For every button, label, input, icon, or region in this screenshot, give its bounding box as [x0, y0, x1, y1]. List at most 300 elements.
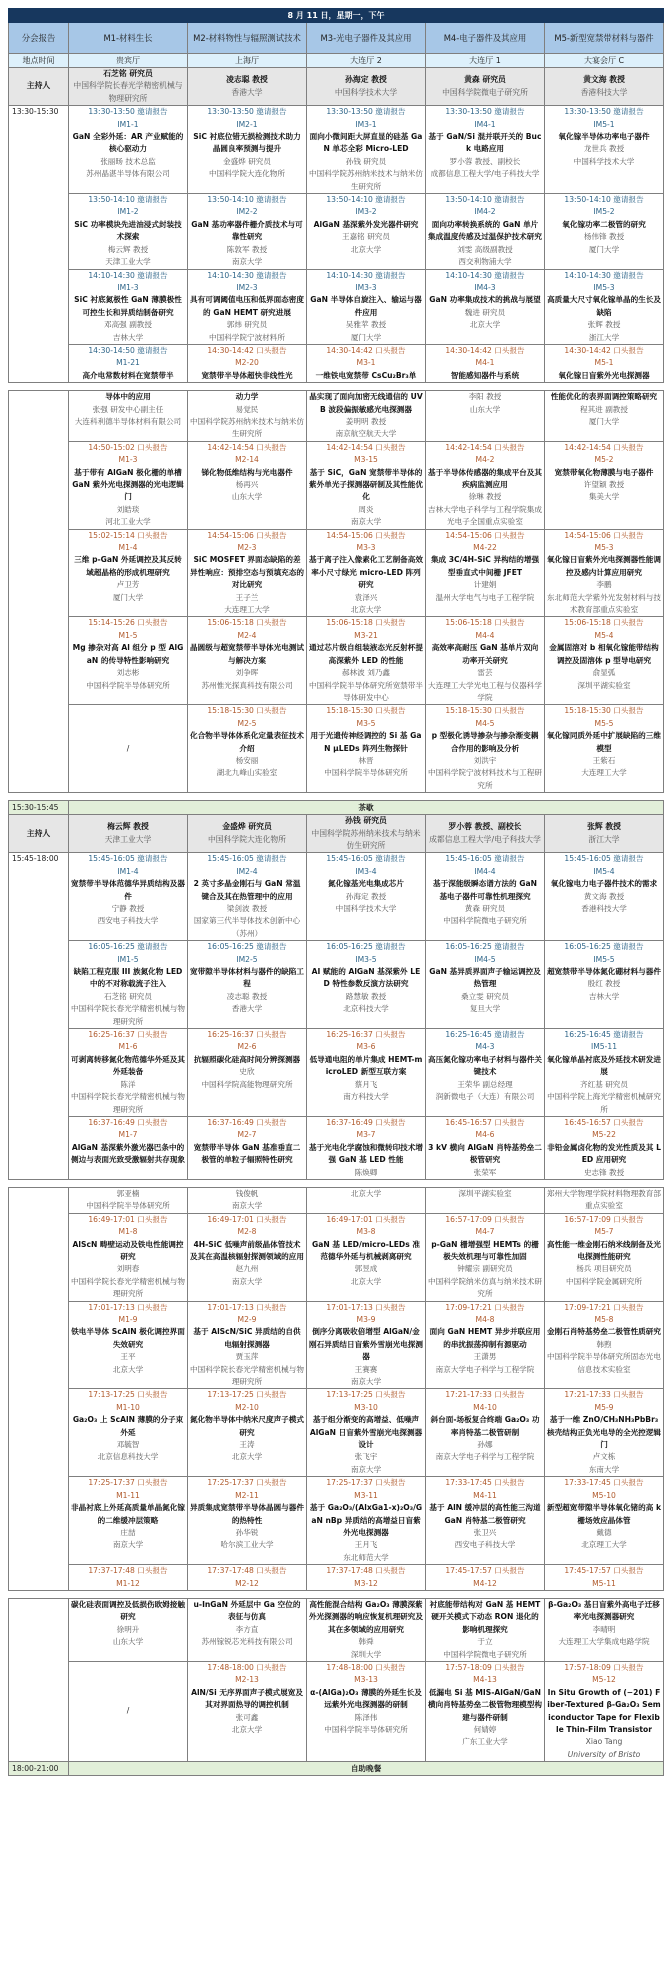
talk-time: 15:18-15:30 口头报告: [326, 706, 406, 716]
talk-cell[interactable]: [188, 441, 307, 529]
talk-time: 13:30-13:50 邀请报告: [445, 107, 525, 117]
talk-time: 17:13-17:25 口头报告: [207, 1390, 287, 1400]
talk-cell[interactable]: [188, 1565, 307, 1591]
talk-speaker: 陈泽伟: [354, 1712, 378, 1722]
dinner-row-label: [69, 1762, 664, 1776]
talk-title: 宽禁带氧化物薄膜与电子器件: [554, 467, 654, 477]
talk-speaker: 杨兵 项目研究员: [576, 1264, 632, 1274]
talk-affiliation: 南京大学电子科学与工程学院: [435, 1452, 535, 1462]
talk-time: 17:48-18:00 口头报告: [207, 1662, 287, 1672]
talk-cell[interactable]: [426, 1187, 545, 1213]
talk-cell[interactable]: [426, 529, 545, 617]
session-header-label: [9, 23, 69, 54]
talk-affiliation: 中国科学院纳米仿真与纳米技术研究所: [428, 1276, 542, 1299]
talk-cell[interactable]: [545, 1187, 664, 1213]
talk-cell[interactable]: [426, 1116, 545, 1179]
talk-speaker: 陈焕卿: [354, 1167, 378, 1177]
talk-cell[interactable]: [188, 1301, 307, 1389]
talk-affiliation: 中国科学技术大学: [335, 904, 397, 913]
talk-speaker: 李晴明: [592, 1624, 616, 1634]
host-cell: [307, 815, 426, 853]
talk-affiliation: 中国科学院半导体研究所: [324, 1725, 408, 1734]
talk-speaker: 姜明明 教授: [345, 416, 387, 426]
talk-affiliation: 北京大学: [231, 1452, 263, 1462]
talk-code: M3-15: [354, 455, 378, 465]
talk-time: 17:37-17:48 口头报告: [88, 1566, 168, 1576]
talk-code: M4-11: [473, 1490, 497, 1500]
talk-cell[interactable]: [426, 344, 545, 382]
session-row: [9, 1661, 664, 1761]
talk-cell[interactable]: [426, 269, 545, 344]
talk-affiliation: 国家第三代半导体技术创新中心（苏州）: [193, 916, 301, 938]
talk-cell[interactable]: [188, 1029, 307, 1117]
session-header-m3: [307, 23, 426, 54]
empty-slot-mark: /: [126, 743, 130, 753]
time-slot-label: [9, 853, 69, 1180]
talk-code: M4-3: [475, 1042, 495, 1052]
talk-title: 金属固溶对 b 相氧化镓能带结构调控及固溶体 p 型导电研究: [549, 643, 659, 665]
talk-cell[interactable]: [69, 705, 188, 793]
talk-affiliation: 北京理工大学: [581, 1540, 627, 1550]
dinner-row: [9, 1762, 664, 1776]
talk-affiliation: 西安电子科技大学: [97, 916, 159, 926]
talk-code: M1-5: [118, 630, 138, 640]
talk-speaker: 张飞宇: [354, 1452, 378, 1462]
talk-cell[interactable]: [426, 1598, 545, 1661]
talk-cell[interactable]: [188, 1116, 307, 1179]
talk-code: IM1-5: [117, 954, 139, 964]
talk-code: IM1-4: [117, 866, 139, 876]
session-row: [9, 106, 664, 194]
talk-affiliation: 中国科学院微电子研究所: [443, 916, 527, 926]
talk-cell[interactable]: [188, 194, 307, 269]
session-row: [9, 941, 664, 1029]
talk-cell[interactable]: [307, 617, 426, 705]
host-cell: [188, 815, 307, 853]
talk-cell[interactable]: [545, 1598, 664, 1661]
talk-code: M5-7: [594, 1227, 614, 1237]
talk-cell[interactable]: [69, 1029, 188, 1117]
talk-speaker: 郭亚楠: [116, 1188, 140, 1198]
talk-cell[interactable]: [69, 1477, 188, 1565]
talk-cell[interactable]: [545, 269, 664, 344]
talk-code: M4-4: [475, 630, 495, 640]
session-name: M4-电子器件及其应用: [443, 33, 527, 43]
talk-code: M2-4: [237, 630, 257, 640]
talk-cell[interactable]: [69, 1187, 188, 1213]
talk-speaker: 王赛赛: [354, 1364, 378, 1374]
talk-speaker: 梁剑波 教授: [226, 904, 268, 913]
talk-speaker: 王紫石: [592, 755, 616, 765]
talk-code: M4-10: [473, 1402, 497, 1412]
talk-speaker: 刘皓琰: [116, 504, 140, 514]
talk-code: IM1-2: [117, 207, 139, 217]
talk-code: IM4-3: [474, 282, 496, 292]
talk-cell[interactable]: [545, 1116, 664, 1179]
host-affiliation: 中国科学院长春光学精密机械与物理研究所: [73, 81, 183, 103]
talk-affiliation: 厦门大学: [350, 332, 382, 342]
talk-code: M3-13: [354, 1675, 378, 1685]
talk-cell[interactable]: [426, 194, 545, 269]
talk-affiliation: 南京大学: [350, 517, 382, 527]
talk-time: 15:45-16:05 邀请报告: [445, 854, 525, 864]
talk-title: 3 kV 横向 AlGaN 肖特基势垒二极管研究: [428, 1142, 542, 1165]
talk-time: 16:05-16:25 邀请报告: [326, 942, 406, 952]
title-row: [9, 9, 664, 23]
talk-cell[interactable]: [545, 1565, 664, 1591]
talk-speaker: 王荣华 副总经理: [457, 1079, 513, 1089]
talk-speaker: 陈敦军 教授: [226, 244, 268, 254]
talk-cell[interactable]: [307, 106, 426, 194]
talk-speaker: 梅云辉 教授: [107, 244, 149, 254]
talk-cell[interactable]: [307, 1565, 426, 1591]
talk-title: 基于半导体传感器的集成平台及其疾病监测应用: [428, 467, 542, 489]
talk-time: 17:25-17:37 口头报告: [88, 1478, 168, 1488]
talk-cell[interactable]: [307, 1213, 426, 1301]
talk-cell[interactable]: [545, 441, 664, 529]
talk-cell[interactable]: [426, 1029, 545, 1117]
talk-cell[interactable]: [307, 194, 426, 269]
talk-time: 13:50-14:10 邀请报告: [207, 195, 287, 205]
host-name: 孙钱 研究员: [345, 816, 387, 826]
session-header-m5: [545, 23, 664, 54]
talk-speaker: 易觉民: [235, 404, 259, 414]
talk-cell[interactable]: [426, 441, 545, 529]
talk-time: 15:06-15:18 口头报告: [564, 618, 644, 628]
talk-cell[interactable]: [307, 1477, 426, 1565]
schedule-table-part-2: [8, 390, 664, 793]
talk-cell[interactable]: [426, 1301, 545, 1389]
talk-cell[interactable]: [188, 1477, 307, 1565]
talk-title: 高介电常数材料在宽禁带半: [82, 370, 174, 380]
talk-cell[interactable]: [69, 1598, 188, 1661]
talk-code: M3-10: [354, 1402, 378, 1412]
session-header-m4: [426, 23, 545, 54]
talk-affiliation: 香港大学: [231, 1004, 263, 1014]
talk-cell[interactable]: [426, 1477, 545, 1565]
talk-cell[interactable]: [545, 1389, 664, 1477]
talk-code: IM3-1: [355, 119, 377, 129]
talk-affiliation: 成都信息工程大学/电子科技大学: [430, 169, 540, 179]
talk-title: AlN/Si 无序界面声子模式展宽及其对界面热导的调控机制: [191, 1687, 303, 1710]
talk-affiliation: 中国科学院金属研究所: [566, 1276, 642, 1286]
talk-time: 14:30-14:50 邀请报告: [88, 345, 168, 355]
talk-code: M2-3: [237, 543, 257, 553]
room-name: 大连厅 2: [350, 56, 382, 65]
talk-affiliation: 郑州大学物理学院材料物理教育部重点实验室: [547, 1188, 661, 1211]
talk-cell[interactable]: [188, 705, 307, 793]
talk-cell[interactable]: [188, 1661, 307, 1761]
talk-speaker: 钱俊帆: [235, 1188, 259, 1198]
location-label-text: 地点时间: [22, 56, 55, 65]
room-cell: [545, 54, 664, 68]
talk-title: 基于带有 AlGaN 极化栅的单槽 GaN 紫外光电探测器的光电逻辑门: [72, 467, 184, 502]
talk-speaker: 王涛: [239, 1440, 255, 1450]
host-name: 孙海定 教授: [345, 75, 387, 85]
talk-title: 非晶衬底上外延高质量单晶氮化镓的二维缓冲层策略: [71, 1503, 185, 1525]
talk-speaker: 卢卫芳: [116, 580, 140, 590]
talk-cell[interactable]: [307, 1661, 426, 1761]
talk-title: p 型极化诱导掺杂与掺杂渐变耦合作用的影响及分析: [431, 731, 539, 753]
talk-cell[interactable]: [188, 344, 307, 382]
talk-cell[interactable]: [188, 1187, 307, 1213]
talk-title: 三维 p-GaN 外延调控及其反转域超晶格的形成机理研究: [74, 555, 182, 577]
talk-cell[interactable]: [307, 269, 426, 344]
talk-cell[interactable]: [188, 106, 307, 194]
host-cell: [545, 68, 664, 106]
talk-cell[interactable]: [307, 853, 426, 941]
host-cell: [69, 68, 188, 106]
talk-title: p-GaN 栅增强型 HEMTs 的栅极失效机理与可靠性加固: [431, 1239, 539, 1261]
talk-title: 集成 3C/4H-SiC 异构结的增强型垂直式中间栅 JFET: [430, 555, 540, 577]
talk-cell[interactable]: [188, 617, 307, 705]
talk-code: M3-9: [356, 1315, 376, 1324]
talk-affiliation: 中国科学院半导体研究所: [86, 680, 170, 690]
talk-speaker: 桑立雯 研究员: [461, 991, 509, 1001]
talk-cell[interactable]: [69, 194, 188, 269]
talk-cell[interactable]: [188, 853, 307, 941]
talk-time: 16:49-17:01 口头报告: [207, 1214, 287, 1224]
talk-affiliation: 中国科学院长春光学精密机械与物理研究所: [71, 1004, 185, 1026]
talk-code: M4-22: [473, 543, 497, 553]
talk-cell[interactable]: [69, 269, 188, 344]
talk-cell[interactable]: [307, 1029, 426, 1117]
talk-cell[interactable]: [426, 853, 545, 941]
talk-cell[interactable]: [69, 529, 188, 617]
host-affiliation: 中国科学院大连化物所: [208, 834, 286, 844]
talk-affiliation: 中国科学院半导体研究所固态光电信息技术实验室: [547, 1352, 661, 1374]
talk-cell[interactable]: [545, 106, 664, 194]
talk-speaker: 何婧婷: [473, 1725, 497, 1734]
talk-code: M5-12: [592, 1675, 616, 1685]
time-range: 18:00-21:00: [12, 1764, 59, 1774]
talk-cell[interactable]: [69, 617, 188, 705]
talk-time: 16:45-16:57 口头报告: [564, 1117, 644, 1127]
host-cell: [426, 815, 545, 853]
talk-cell[interactable]: [307, 1598, 426, 1661]
talk-affiliation: 南京大学: [231, 1201, 263, 1211]
talk-speaker: 雷芸: [477, 668, 493, 678]
talk-code: M3-1: [356, 358, 376, 368]
time-range: 15:45-18:00: [12, 854, 59, 864]
talk-title: 化合物半导体体系化定量表征技术介绍: [190, 731, 304, 753]
talk-affiliation: 大连理工大学: [224, 605, 270, 615]
tea-break-row-label: [69, 801, 664, 815]
talk-code: M3-3: [356, 543, 376, 553]
talk-code: IM2-2: [236, 207, 258, 217]
host-name: 凌志聪 教授: [226, 75, 268, 85]
talk-cell[interactable]: [307, 1116, 426, 1179]
talk-title: 碳化硅表面调控及低损伤欧姆接触研究: [71, 1599, 185, 1622]
talk-cell[interactable]: [307, 705, 426, 793]
talk-cell[interactable]: [69, 1565, 188, 1591]
session-row: [9, 617, 664, 705]
talk-time: 14:54-15:06 口头报告: [207, 530, 287, 540]
talk-title: Ga₂O₃ 上 ScAlN 薄膜的分子束外延: [72, 1415, 184, 1437]
talk-cell[interactable]: [545, 1029, 664, 1117]
talk-cell[interactable]: [307, 344, 426, 382]
talk-time: 16:49-17:01 口头报告: [88, 1214, 168, 1224]
talk-cell[interactable]: [426, 1661, 545, 1761]
talk-title: 缺陷工程克服 III 族氮化物 LED 中的不对称载流子注入: [73, 967, 183, 989]
talk-title: 新型超宽带隙半导体氧化锗的高 k 栅场效应晶体管: [547, 1503, 662, 1525]
talk-cell[interactable]: [69, 344, 188, 382]
talk-cell[interactable]: [69, 853, 188, 941]
talk-code: M4-12: [473, 1578, 497, 1588]
talk-cell[interactable]: [426, 1213, 545, 1301]
talk-cell[interactable]: [426, 106, 545, 194]
talk-speaker: 史志锋 教授: [583, 1167, 625, 1177]
talk-cell[interactable]: [69, 1301, 188, 1389]
talk-title: 晶实现了面向加密无线通信的 UVB 波段偏振敏感光电探测器: [309, 392, 423, 414]
talk-affiliation: 东北师范大学: [343, 1552, 389, 1562]
talk-speaker: 史欣: [239, 1067, 255, 1077]
talk-title: 氧化镓单晶衬底及外延技术研发进展: [547, 1054, 661, 1077]
talk-cell[interactable]: [545, 1213, 664, 1301]
talk-time: 14:10-14:30 邀请报告: [207, 270, 287, 280]
talk-cell[interactable]: [545, 853, 664, 941]
talk-cell[interactable]: [69, 1116, 188, 1179]
talk-cell[interactable]: [545, 344, 664, 382]
talk-cell[interactable]: [188, 1598, 307, 1661]
talk-time: 17:37-17:48 口头报告: [326, 1566, 406, 1576]
talk-title: 异质集成宽禁带半导体晶圆与器件的热特性: [190, 1503, 304, 1525]
talk-cell[interactable]: [545, 941, 664, 1029]
talk-cell[interactable]: [188, 391, 307, 442]
talk-cell[interactable]: [426, 1565, 545, 1591]
talk-cell[interactable]: [307, 1301, 426, 1389]
talk-cell[interactable]: [307, 529, 426, 617]
page-gap: [0, 1180, 668, 1187]
talk-cell[interactable]: [545, 1477, 664, 1565]
talk-code: IM2-1: [236, 119, 258, 129]
talk-cell[interactable]: [545, 1301, 664, 1389]
talk-speaker: 赵九州: [235, 1264, 259, 1274]
talk-time: 15:45-16:05 邀请报告: [88, 854, 168, 864]
talk-time: 15:06-15:18 口头报告: [445, 618, 525, 628]
talk-cell[interactable]: [69, 106, 188, 194]
talk-time: 14:30-14:42 口头报告: [564, 345, 644, 355]
talk-cell[interactable]: [188, 269, 307, 344]
talk-cell[interactable]: [426, 705, 545, 793]
talk-time: 15:14-15:26 口头报告: [88, 618, 168, 628]
talk-speaker: 张卫兴: [473, 1527, 497, 1537]
talk-time: 14:30-14:42 口头报告: [445, 345, 525, 355]
talk-affiliation: 中国科学院半导体研究所: [324, 768, 408, 778]
talk-code: M5-8: [594, 1315, 614, 1324]
talk-cell[interactable]: [545, 617, 664, 705]
session-header-m2: [188, 23, 307, 54]
talk-code: M1-12: [116, 1578, 140, 1588]
talk-time: 17:33-17:45 口头报告: [445, 1478, 525, 1488]
talk-code: M2-8: [237, 1227, 257, 1237]
talk-title: 用于光遗传神经调控的 Si 基 GaN μLEDs 阵列生物探针: [310, 731, 422, 753]
talk-affiliation: 南京大学: [231, 1276, 263, 1286]
talk-code: IM4-2: [474, 207, 496, 217]
talk-affiliation: 深圳平湖实验室: [577, 680, 631, 690]
talk-time: 17:37-17:48 口头报告: [207, 1566, 287, 1576]
talk-code: M2-13: [235, 1675, 259, 1685]
talk-code: M1-4: [118, 543, 138, 553]
talk-cell[interactable]: [545, 529, 664, 617]
page-title: [9, 9, 664, 23]
talk-speaker: 凌志聪 教授: [226, 991, 268, 1001]
talk-cell[interactable]: [69, 441, 188, 529]
talk-cell[interactable]: [426, 941, 545, 1029]
talk-cell[interactable]: [307, 1389, 426, 1477]
talk-cell[interactable]: [307, 941, 426, 1029]
talk-cell[interactable]: [188, 1389, 307, 1477]
talk-cell[interactable]: [426, 391, 545, 442]
talk-code: M2-6: [237, 1042, 257, 1052]
talk-title: β-Ga₂O₃ 基日盲紫外高电子迁移率光电探测器研究: [548, 1599, 660, 1622]
talk-time: 16:37-16:49 口头报告: [326, 1117, 406, 1127]
room-cell: [307, 54, 426, 68]
talk-affiliation: 复旦大学: [469, 1004, 501, 1014]
talk-time: 16:57-17:09 口头报告: [445, 1214, 525, 1224]
host-affiliation: 中国科学技术大学: [334, 87, 398, 97]
talk-speaker: 王嘉铭 研究员: [342, 232, 390, 242]
talk-cell[interactable]: [188, 529, 307, 617]
talk-cell[interactable]: [188, 1213, 307, 1301]
talk-cell[interactable]: [545, 1661, 664, 1761]
talk-title: GaN 基 LED/micro-LEDs 准范德华外延与机械剥离研究: [312, 1239, 420, 1261]
talk-title: 氧化镓半导体功率电子器件: [558, 132, 650, 142]
talk-code: M5-9: [594, 1402, 614, 1412]
host-label: [9, 68, 69, 106]
talk-time: 17:48-18:00 口头报告: [326, 1662, 406, 1672]
talk-cell[interactable]: [69, 1389, 188, 1477]
talk-time: 17:09-17:21 口头报告: [564, 1302, 644, 1312]
talk-title: 氮化物半导体中纳米尺度声子模式研究: [190, 1415, 304, 1437]
talk-cell[interactable]: [69, 391, 188, 442]
talk-speaker: 徐琳 教授: [468, 492, 502, 502]
talk-title: 面向功率转换系统的 GaN 单片集成温度传感及过温保护技术研究: [428, 219, 542, 242]
talk-cell[interactable]: [307, 1187, 426, 1213]
talk-cell[interactable]: [69, 1661, 188, 1761]
talk-affiliation: 中国科学院长春光学精密机械与物理研究所: [71, 1276, 185, 1299]
talk-cell[interactable]: [545, 194, 664, 269]
talk-speaker: 金盛烨 研究员: [223, 156, 271, 166]
host-affiliation: 香港大学: [231, 87, 263, 97]
talk-cell[interactable]: [307, 441, 426, 529]
talk-cell[interactable]: [69, 1213, 188, 1301]
host-affiliation: 香港科技大学: [580, 87, 628, 97]
talk-speaker: 贾玉萍: [235, 1352, 259, 1362]
session-row: [9, 853, 664, 941]
talk-cell[interactable]: [188, 941, 307, 1029]
talk-cell[interactable]: [426, 617, 545, 705]
talk-code: IM5-3: [593, 282, 615, 292]
talk-title: 2 英寸多晶金刚石与 GaN 常温键合及其在热管理中的应用: [193, 879, 301, 901]
talk-title: SiC 衬底位错无损检测技术助力晶圆良率预测与提升: [193, 132, 301, 154]
talk-code: M2-11: [235, 1490, 259, 1500]
talk-time: 16:05-16:25 邀请报告: [88, 942, 168, 952]
room-name: 贵宾厅: [116, 56, 140, 65]
talk-speaker: 黄文海 教授: [583, 891, 625, 901]
talk-speaker: 张可鑫: [235, 1712, 259, 1722]
talk-cell[interactable]: [307, 391, 426, 442]
talk-affiliation: 大连理工大学: [581, 768, 627, 778]
talk-cell[interactable]: [545, 391, 664, 442]
talk-cell[interactable]: [69, 941, 188, 1029]
host-name: 罗小蓉 教授、副校长: [448, 822, 522, 832]
talk-cell[interactable]: [426, 1389, 545, 1477]
talk-time: 14:42-14:54 口头报告: [445, 442, 525, 452]
talk-cell[interactable]: [545, 705, 664, 793]
talk-title: AlGaN 基深紫外激光器巴条中的侧边与表面光致受激辐射共存现象: [71, 1142, 185, 1165]
talk-speaker: 张强 研发中心副主任: [92, 404, 164, 414]
